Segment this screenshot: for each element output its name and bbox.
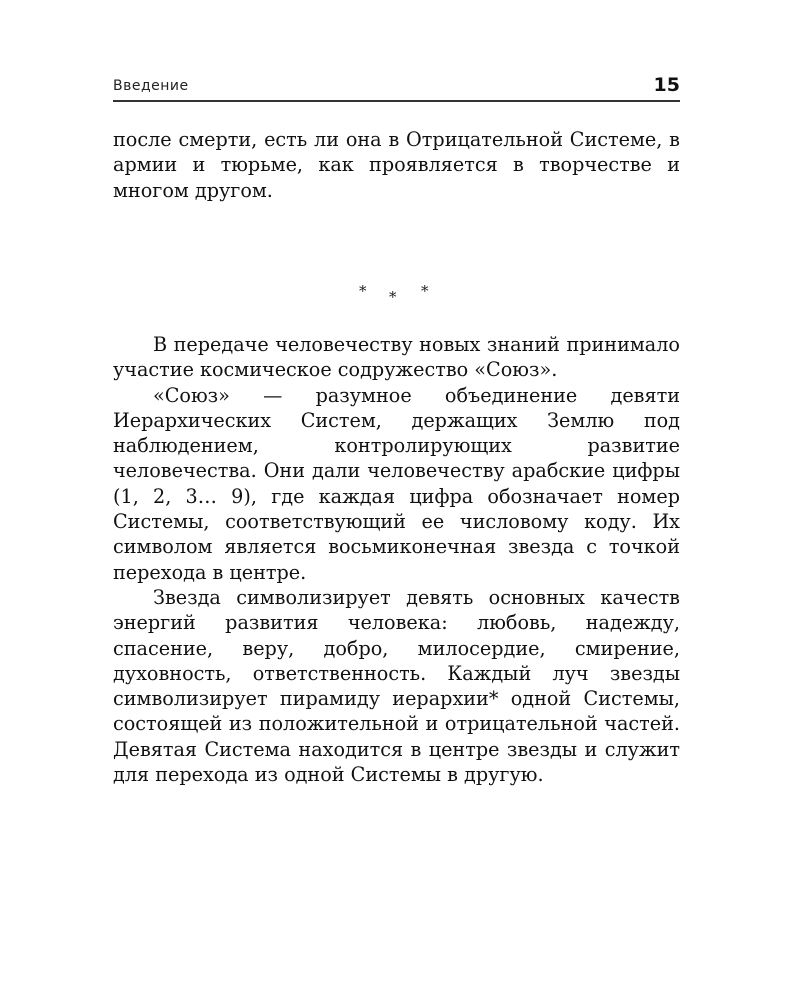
- running-title: Введение: [113, 78, 189, 94]
- continued-paragraph: после смерти, есть ли она в Отрицательной Системе, в армии и тюрьме, как проявляется в творчестве и многом другом.: [113, 128, 680, 202]
- paragraph: В передаче человечеству новых знаний принимало участие космическое содружество «Союз».: [113, 333, 680, 382]
- main-text-block: [113, 332, 680, 787]
- page-number: 15: [653, 74, 680, 96]
- paragraph: «Союз» — разумное объединение девяти Иерархических Систем, держащих Землю под наблюдением, контролирующих развитие человечества. Они дали человечеству арабские цифры (1, 2, 3… 9), где каждая цифра обозначает номер Системы, соответствующий ее числовому коду. Их символом является восьмиконечная звезда с точкой перехода в центре.: [113, 383, 680, 584]
- separator-star: *: [389, 288, 397, 306]
- header-rule: [113, 100, 680, 102]
- section-separator: [350, 282, 450, 306]
- running-head: [113, 74, 680, 98]
- continued-paragraph-block: [113, 127, 680, 203]
- separator-star: *: [359, 282, 367, 300]
- paragraph: Звезда символизирует девять основных качеств энергий развития человека: любовь, надежду, спасение, веру, добро, милосердие, смирение, духовность, ответственность. Каждый луч звезды символизирует пирамиду иерархии* одной Системы, состоящей из положительной и отрицательной частей. Девятая Система находится в центре звезды и служит для перехода из одной Системы в другую.: [113, 585, 680, 787]
- separator-star: *: [421, 282, 429, 300]
